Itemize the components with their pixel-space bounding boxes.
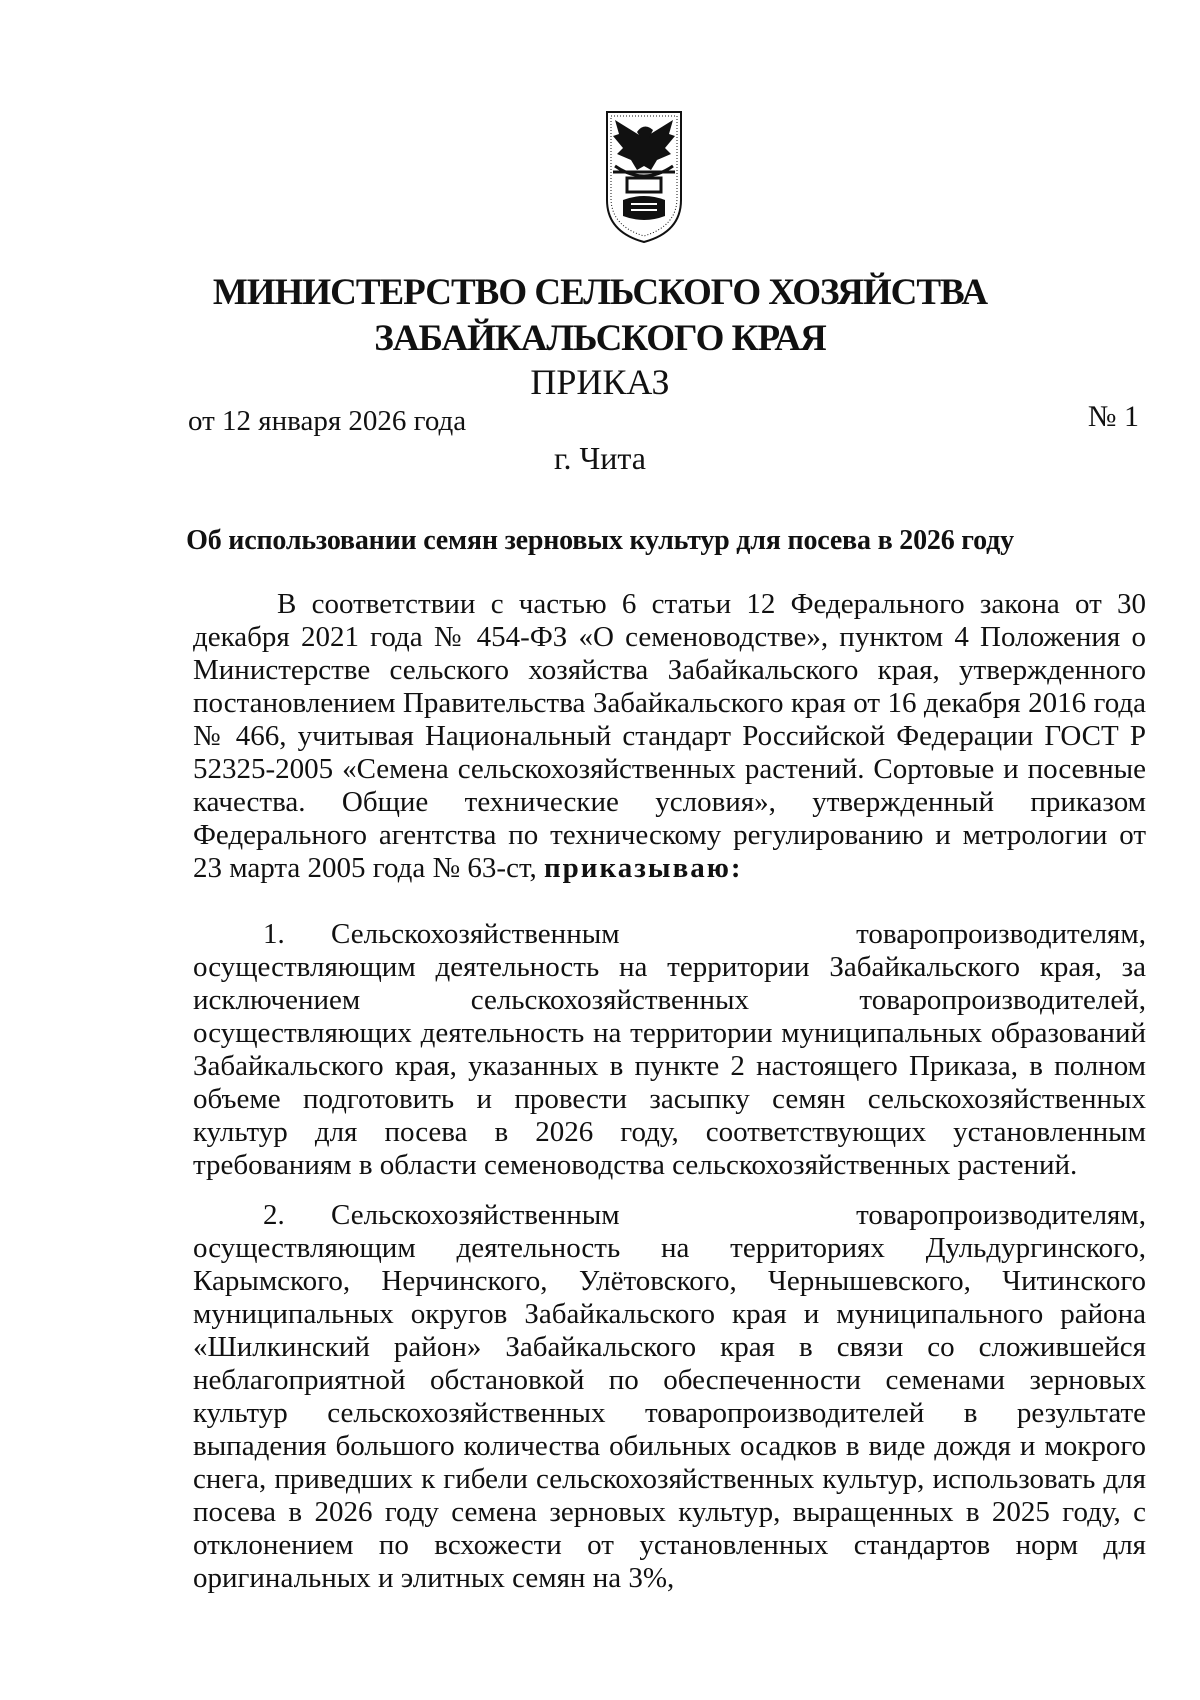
- list-item-text: Сельскохозяйственным товаропроизводителям, осуществляющим деятельность на территориях Дульдургинского, Карымского, Нерчинского, Улётовского, Чернышевского, Читинского муниципальных округов Забайкальского края и муниципального района «Шилкинский район» Забайкальского края в связи со сложившейся неблагоприятной обстановкой по обеспеченности семенами зерновых культур сельскохозяйственных товаропроизводителей в результате выпадения большого количества обильных осадков в виде дождя и мокрого снега, приведших к гибели сельскохозяйственных культур, использовать для посева в 2026 году семена зерновых культур, выращенных в 2025 году, с отклонением по всхожести от установленных стандартов норм для оригинальных и элитных семян на 3%,: [193, 1199, 1146, 1594]
- city: г. Чита: [553, 440, 646, 476]
- order-subject: Об использовании семян зерновых культур для посева в 2026 году: [186, 525, 1014, 556]
- order-type: ПРИКАЗ: [530, 362, 670, 402]
- ministry-name: [0, 270, 1200, 362]
- coat-of-arms-icon: [601, 108, 687, 246]
- list-item-text: Сельскохозяйственным товаропроизводителям, осуществляющим деятельность на территории Забайкальского края, за исключением сельскохозяйственных товаропроизводителей, осуществляющих деятельность на территории муниципальных образований Забайкальского края, указанных в пункте 2 настоящего Приказа, в полном объеме подготовить и провести засыпку семян сельскохозяйственных культур для посева в 2026 году, соответствующих установленным требованиям в области семеноводства сельскохозяйственных растений.: [193, 918, 1146, 1181]
- order-date: от 12 января 2026 года: [188, 405, 467, 437]
- list-item-number: 1.: [263, 918, 285, 950]
- preamble-paragraph: [193, 588, 1146, 885]
- list-item: [193, 1199, 1146, 1595]
- list-item: [193, 918, 1146, 1182]
- ministry-line-1: МИНИСТЕРСТВО СЕЛЬСКОГО ХОЗЯЙСТВА: [212, 272, 988, 313]
- preamble-emphasis: приказываю:: [543, 852, 743, 884]
- preamble-text: В соответствии с частью 6 статьи 12 Федерального закона от 30 декабря 2021 года № 454-ФЗ «О семеноводстве», пунктом 4 Положения о Министерстве сельского хозяйства Забайкальского края, утвержденного постановлением Правительства Забайкальского края от 16 декабря 2016 года № 466, учитывая Национальный стандарт Российской Федерации ГОСТ Р 52325-2005 «Семена сельскохозяйственных растений. Сортовые и посевные качества. Общие технические условия», утвержденный приказом Федерального агентства по техническому регулированию и метрологии от 23 марта 2005 года № 63-ст,: [193, 588, 1146, 884]
- order-number: № 1: [1087, 400, 1139, 433]
- ministry-line-2: ЗАБАЙКАЛЬСКОГО КРАЯ: [374, 318, 826, 359]
- list-item-number: 2.: [263, 1199, 285, 1231]
